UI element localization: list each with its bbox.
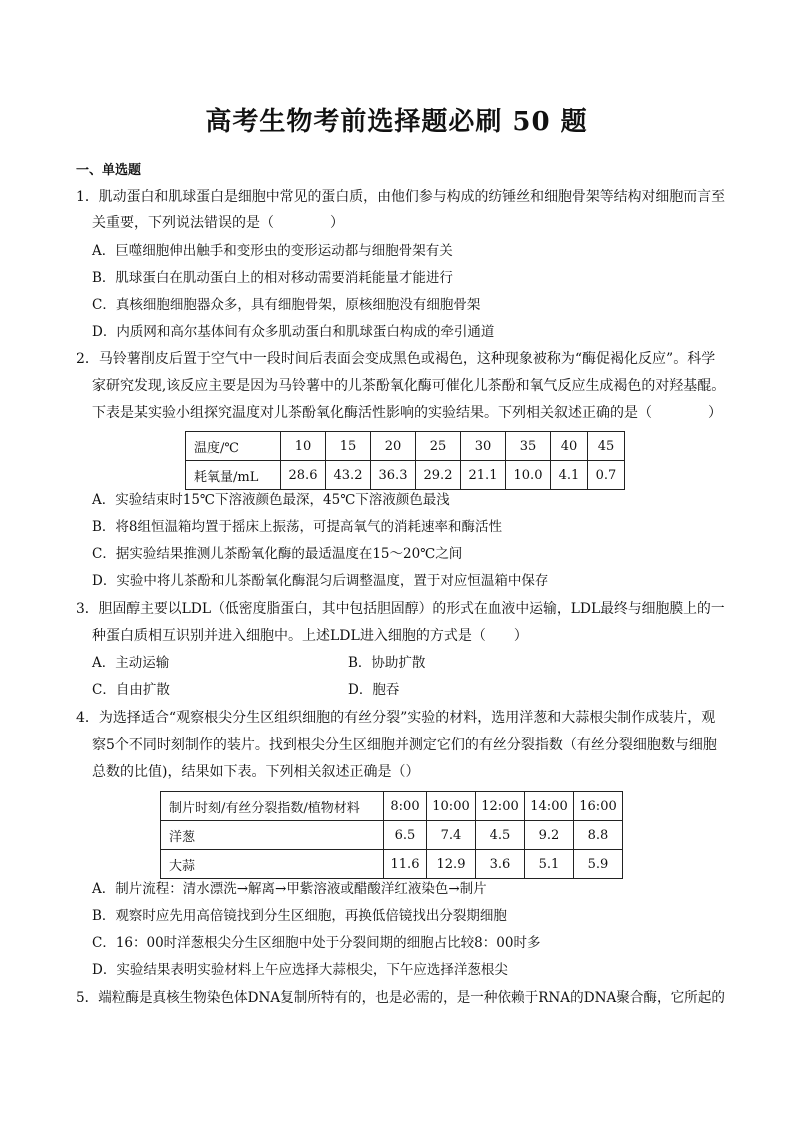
temperature-oxygen-table — [185, 431, 625, 490]
table-cell: 5.9 — [574, 850, 623, 879]
table-row — [161, 792, 623, 821]
table-header-cell: 14:00 — [525, 792, 574, 821]
table-cell: 12.9 — [427, 850, 476, 879]
q4-stem-line: 察5个不同时刻制作的装片。找到根尖分生区细胞并测定它们的有丝分裂指数（有丝分裂细胞数与细胞 — [92, 737, 717, 753]
table-cell: 20 — [371, 432, 416, 461]
q1-option-d: D．内质网和高尔基体间有众多肌动蛋白和肌球蛋白构成的牵引通道 — [92, 324, 495, 340]
q3-option-c: C．自由扩散 — [92, 682, 170, 698]
table-row — [186, 432, 625, 461]
table-header-cell: 12:00 — [476, 792, 525, 821]
q3-stem-line: 3．胆固醇主要以LDL（低密度脂蛋白，其中包括胆固醇）的形式在血液中运输，LDL最终与细胞膜上的一 — [76, 601, 725, 617]
q1-option-a: A．巨噬细胞伸出触手和变形虫的变形运动都与细胞骨架有关 — [92, 243, 453, 259]
table-row — [161, 850, 623, 879]
q2-option-b: B．将8组恒温箱均置于摇床上振荡，可提高氧气的消耗速率和酶活性 — [92, 519, 503, 535]
table-cell: 25 — [416, 432, 461, 461]
q1-option-b: B．肌球蛋白在肌动蛋白上的相对移动需要消耗能量才能进行 — [92, 270, 453, 286]
table-cell: 35 — [506, 432, 551, 461]
table-cell: 11.6 — [384, 850, 427, 879]
q4-option-b: B．观察时应先用高倍镜找到分生区细胞，再换低倍镜找出分裂期细胞 — [92, 908, 507, 924]
table-row-label: 洋葱 — [161, 821, 384, 850]
table-row-label: 温度/℃ — [186, 432, 281, 461]
q1-stem-line: 1．肌动蛋白和肌球蛋白是细胞中常见的蛋白质，由他们参与构成的纺锤丝和细胞骨架等结构对细胞而言至 — [76, 189, 725, 205]
table-cell: 4.5 — [476, 821, 525, 850]
q1-option-c: C．真核细胞细胞器众多，具有细胞骨架，原核细胞没有细胞骨架 — [92, 297, 481, 313]
q2-option-a: A．实验结束时15℃下溶液颜色最深，45℃下溶液颜色最浅 — [92, 492, 450, 508]
q2-stem-line: 下表是某实验小组探究温度对儿茶酚氧化酶活性影响的实验结果。下列相关叙述正确的是（ ） — [92, 405, 722, 421]
table-cell: 30 — [461, 432, 506, 461]
table-cell: 3.6 — [476, 850, 525, 879]
q4-stem-line: 4．为选择适合“观察根尖分生区组织细胞的有丝分裂”实验的材料，选用洋葱和大蒜根尖制作成装片，观 — [76, 710, 716, 726]
table-cell: 8.8 — [574, 821, 623, 850]
table-cell: 43.2 — [326, 461, 371, 490]
q4-stem-line: 总数的比值)，结果如下表。下列相关叙述正确是（） — [92, 764, 420, 780]
mitotic-index-table — [160, 791, 623, 879]
table-cell: 45 — [588, 432, 625, 461]
table-header-cell: 8:00 — [384, 792, 427, 821]
q4-option-d: D．实验结果表明实验材料上午应选择大蒜根尖，下午应选择洋葱根尖 — [92, 962, 508, 978]
table-cell: 28.6 — [281, 461, 326, 490]
table-header-cell: 10:00 — [427, 792, 476, 821]
table-row-label: 耗氧量/mL — [186, 461, 281, 490]
q4-option-a: A．制片流程：清水漂洗→解离→甲紫溶液或醋酸洋红液染色→制片 — [92, 881, 487, 897]
q2-stem-line: 家研究发现,该反应主要是因为马铃薯中的儿茶酚氧化酶可催化儿茶酚和氧气反应生成褐色的对羟基醌。 — [92, 378, 726, 394]
page-title: 高考生物考前选择题必刷 50 题 — [205, 107, 588, 137]
q2-option-c: C．据实验结果推测儿茶酚氧化酶的最适温度在15～20℃之间 — [92, 546, 463, 562]
section-heading: 一、单选题 — [76, 163, 142, 178]
table-cell: 5.1 — [525, 850, 574, 879]
q2-option-d: D．实验中将儿茶酚和儿茶酚氧化酶混匀后调整温度，置于对应恒温箱中保存 — [92, 573, 549, 589]
table-row — [161, 821, 623, 850]
table-cell: 6.5 — [384, 821, 427, 850]
q3-option-d: D．胞吞 — [348, 682, 400, 698]
q1-stem-line: 关重要，下列说法错误的是（ ） — [92, 215, 344, 231]
table-row — [186, 461, 625, 490]
table-cell: 7.4 — [427, 821, 476, 850]
table-cell: 0.7 — [588, 461, 625, 490]
table-cell: 4.1 — [551, 461, 588, 490]
table-cell: 29.2 — [416, 461, 461, 490]
table-cell: 10.0 — [506, 461, 551, 490]
table-cell: 40 — [551, 432, 588, 461]
table-row-label: 大蒜 — [161, 850, 384, 879]
table-header-cell: 制片时刻/有丝分裂指数/植物材料 — [161, 792, 384, 821]
table-header-cell: 16:00 — [574, 792, 623, 821]
table-cell: 10 — [281, 432, 326, 461]
table-cell: 9.2 — [525, 821, 574, 850]
q5-stem-line: 5．端粒酶是真核生物染色体DNA复制所特有的，也是必需的，是一种依赖于RNA的DNA聚合酶，它所起的 — [76, 990, 725, 1006]
q2-stem-line: 2．马铃薯削皮后置于空气中一段时间后表面会变成黑色或褐色，这种现象被称为“酶促褐化反应”。科学 — [76, 351, 716, 367]
table-cell: 21.1 — [461, 461, 506, 490]
q4-option-c: C．16：00时洋葱根尖分生区细胞中处于分裂间期的细胞占比较8：00时多 — [92, 935, 541, 951]
table-cell: 36.3 — [371, 461, 416, 490]
q3-stem-line: 种蛋白质相互识别并进入细胞中。上述LDL进入细胞的方式是（ ） — [92, 628, 528, 644]
q3-option-a: A．主动运输 — [92, 655, 170, 671]
q3-option-b: B．协助扩散 — [348, 655, 426, 671]
table-cell: 15 — [326, 432, 371, 461]
